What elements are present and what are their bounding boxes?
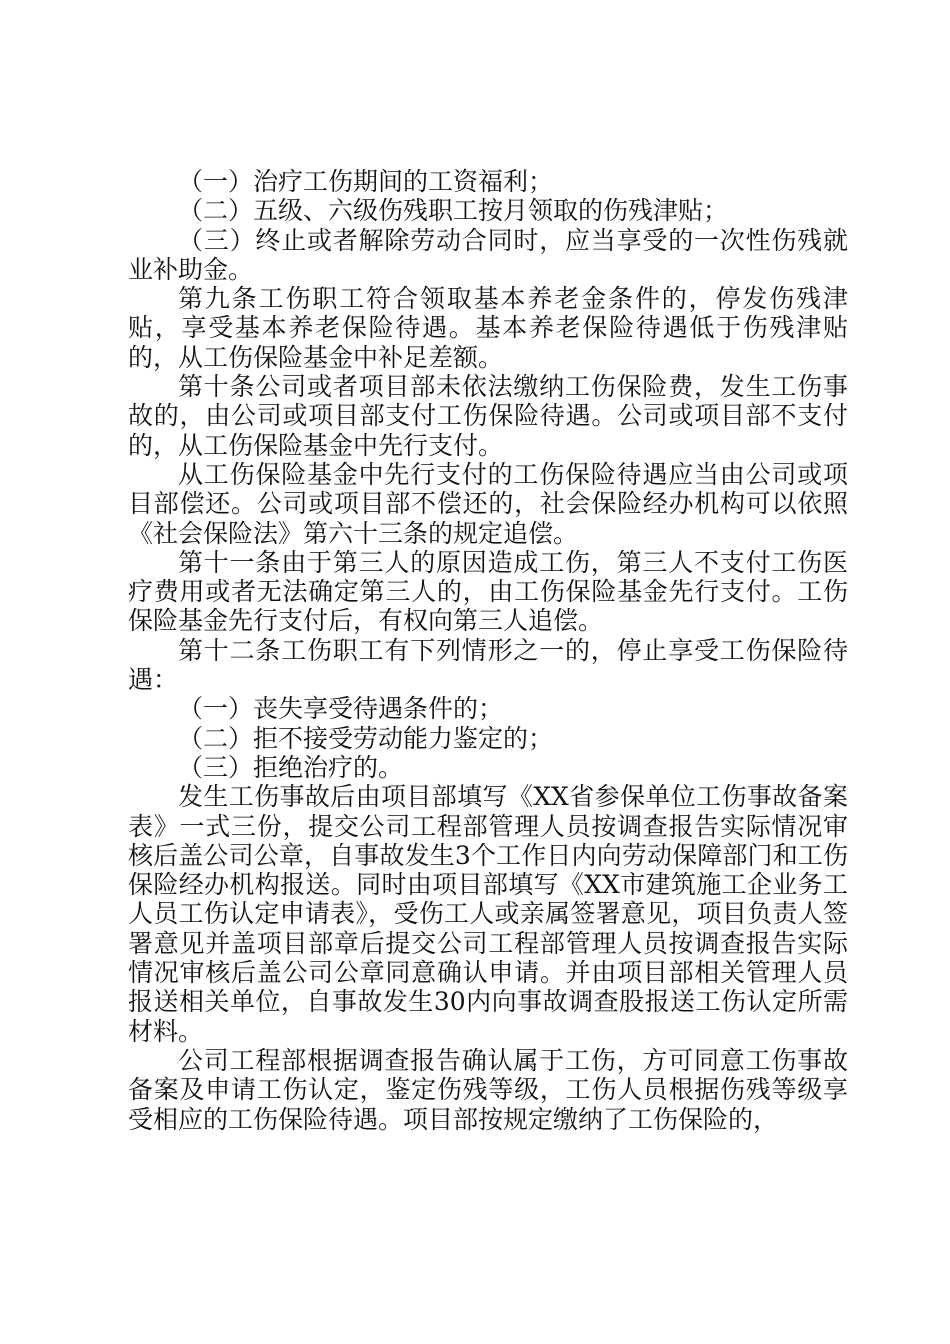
paragraph-10: （二）拒不接受劳动能力鉴定的； <box>178 723 554 753</box>
paragraph-6: 从工伤保险基金中先行支付的工伤保险待遇应当由公司或项目部偿还。公司或项目部不偿还的，社会保险经办机构可以依照《社会保险法》第六十三条的规定追偿。 <box>128 459 848 548</box>
paragraph-2: （二）五级、六级伤残职工按月领取的伤残津贴； <box>178 196 729 226</box>
paragraph-9: （一）丧失享受待遇条件的； <box>178 694 504 724</box>
paragraph-12: 发生工伤事故后由项目部填写《XX省参保单位工伤事故备案表》一式三份，提交公司工程部管理人员按调查报告实际情况审核后盖公司公章，自事故发生3个工作日内向劳动保障部门和工伤保险经办机构报送。同时由项目部填写《XX市建筑施工企业务工人员工伤认定申请表》，受伤工人或亲属签署意见，项目负责人签署意见并盖项目部章后提交公司工程部管理人员按调查报告实际情况审核后盖公司公章同意确认申请。并由项目部相关管理人员报送相关单位，自事故发生30内向事故调查股报送工伤认定所需材料。 <box>128 782 848 1046</box>
paragraph-7: 第十一条由于第三人的原因造成工伤，第三人不支付工伤医疗费用或者无法确定第三人的，由工伤保险基金先行支付。工伤保险基金先行支付后，有权向第三人追偿。 <box>128 547 848 636</box>
paragraph-1: （一）治疗工伤期间的工资福利； <box>178 167 554 196</box>
paragraph-4: 第九条工伤职工符合领取基本养老金条件的，停发伤残津贴，享受基本养老保险待遇。基本养老保险待遇低于伤残津贴的，从工伤保险基金中补足差额。 <box>128 284 848 372</box>
paragraph-5: 第十条公司或者项目部未依法缴纳工伤保险费，发生工伤事故的，由公司或项目部支付工伤保险待遇。公司或项目部不支付的，从工伤保险基金中先行支付。 <box>128 372 848 460</box>
document-body <box>128 167 848 1134</box>
paragraph-3: （三）终止或者解除劳动合同时，应当享受的一次性伤残就业补助金。 <box>128 225 848 284</box>
paragraph-11: （三）拒绝治疗的。 <box>178 752 404 782</box>
paragraph-13: 公司工程部根据调查报告确认属于工伤，方可同意工伤事故备案及申请工伤认定，鉴定伤残等级，工伤人员根据伤残等级享受相应的工伤保险待遇。项目部按规定缴纳了工伤保险的， <box>128 1045 848 1134</box>
paragraph-8: 第十二条工伤职工有下列情形之一的，停止享受工伤保险待遇： <box>128 635 848 695</box>
